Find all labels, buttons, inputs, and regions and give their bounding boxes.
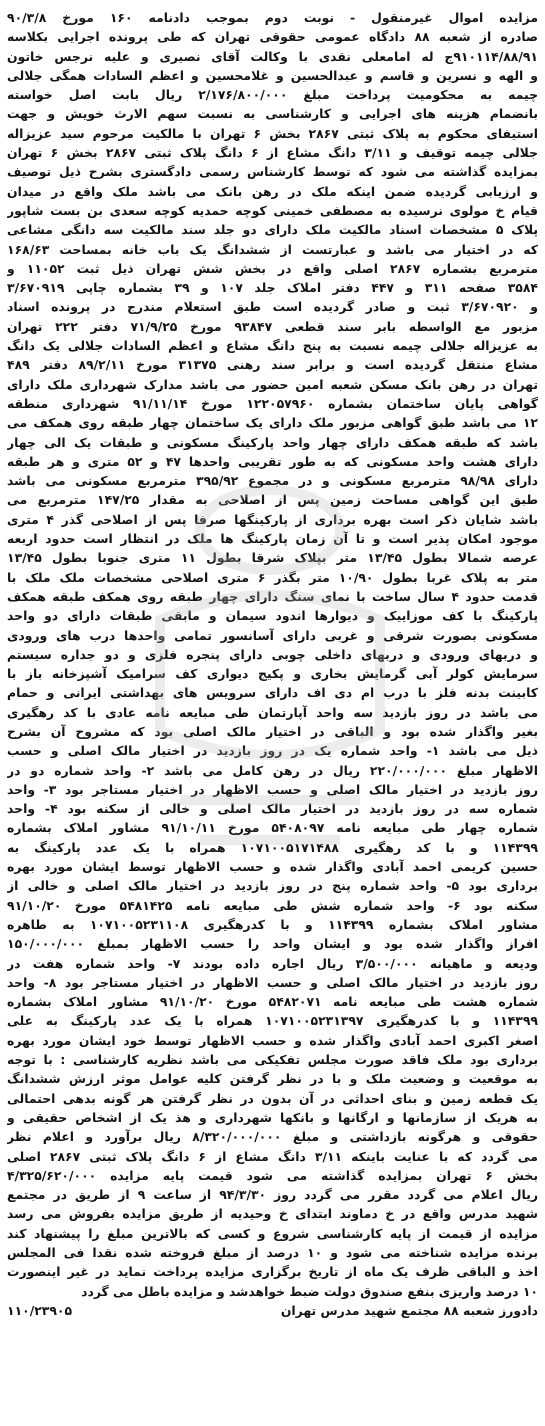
notice-line: ۱۰ درصد واریزی بنفع صندوق دولت ضبط خواهدشد و مزایده باطل می گردد xyxy=(81,1283,538,1299)
notice-line: ۱۱۴۳۹۹ و با کدرهگیری ۱۰۷۱۰۰۵۲۳۱۳۹۷ همراه با یک عدد پارکینگ به علی xyxy=(7,1013,538,1029)
notice-line: بانضمام هزینه های اجرایی و کارشناسی به نسبت سهم الارث خویش و جهت xyxy=(7,106,538,122)
notice-line: مزایده از قیمت از پایه کارشناسی شروع و کسی که بالاترین مبلغ را پیشنهاد کند xyxy=(7,1225,538,1241)
notice-line: پارکینگ با کف موزاییک و دیوارها اندود سیمان و مابقی طبقات دارای دو واحد xyxy=(7,608,538,624)
notice-line: که در اختیار می باشد و عبارتست از ششدانگ یک باب خانه بمساحت ۱۶۸/۶۳ xyxy=(7,241,538,257)
notice-line: برداری بود ملک فاقد صورت مجلس تفکیکی می باشد نظریه کارشناسی : با توجه xyxy=(7,1052,538,1068)
notice-line: باشد شایان ذکر است بهره برداری از پارکینگها صرفا پس از اصلاحی گذر ۴ متری xyxy=(7,511,538,527)
notice-line: شماره هشت طی مبایعه نامه ۵۴۸۲۰۷۱ مورخ ۹۱/۱۰/۲۰ مشاور املاک بشماره xyxy=(7,994,538,1010)
notice-line: طبق این گواهی مساحت زمین پس از اصلاحی به مقدار ۱۴۷/۲۵ مترمربع می xyxy=(7,492,538,508)
notice-line: روز بازدید در اختیار مالک اصلی و حسب الاظهار در اختیار مستاجر بود ۳- واحد xyxy=(7,781,538,797)
notice-line: بخش ۶ تهران بمزایده گذاشته می شود قیمت پایه مزایده ۴/۳۲۵/۶۲۰/۰۰۰ xyxy=(7,1167,538,1183)
notice-line: شماره چهار طی مبایعه نامه ۵۴۰۸۰۹۷ مورخ ۹۱/۱۰/۱۱ مشاور املاک بشماره xyxy=(7,820,538,836)
notice-line: برداری بود ۵- واحد شماره پنج در روز بازدید در اختیار مالک اصلی و خالی از xyxy=(7,878,538,894)
notice-line: یک قطعه زمین و بنای احداثی در آن بدون در نظر گرفتن هر گونه بدهی احتمالی xyxy=(7,1090,538,1106)
notice-line: پلاک ۵ مشخصات اسناد مالکیت ملک دارای دو جلد سند مالکیت سه دانگی مشاعی xyxy=(7,222,538,238)
notice-line: مترمربع بشماره ۲۸۶۷ اصلی واقع در بخش شش تهران ذیل ثبت ۱۱۰۵۲ و xyxy=(7,260,538,276)
notice-line: تهران در رهن بانک مسکن شعبه امین حضور می باشد مدارک شهرداری ملک دارای xyxy=(7,376,538,392)
notice-line: دارای هشت واحد مسکونی که به طور تقریبی واحدها ۴۷ و ۵۲ متری و هر طبقه xyxy=(7,453,538,469)
notice-signature: دادورز شعبه ۸۸ مجتمع شهید مدرس تهران xyxy=(280,1302,538,1318)
notice-footer xyxy=(7,1301,538,1320)
notice-line: شماره سه در روز بازدید در اختیار مالک اصلی و خالی از سکنه بود ۴- واحد xyxy=(7,801,538,817)
notice-line: به عزیزاله جلالی چیمه نسبت به پنج دانگ مشاع و اعظم السادات جلالی یک دانگ xyxy=(7,338,538,354)
notice-line: اخذ و الباقی ظرف یک ماه از تاریخ برگزاری مزایده پرداخت نماید در غیر اینصورت xyxy=(7,1264,538,1280)
notice-line: به موقعیت و وضعیت ملک و با در نظر گرفتن کلیه عوامل موثر ارزش ششدانگ xyxy=(7,1071,538,1087)
notice-line: گواهی پایان ساختمان بشماره ۱۲۲۰۵۷۹۶۰ مورخ ۹۱/۱۱/۱۴ شهرداری منطقه xyxy=(7,395,538,411)
notice-line: بغیر واگذار شده بود و الباقی در اختیار مالک اصلی بود که مشروح آن بشرح xyxy=(7,723,538,739)
notice-line: متر به پلاک غربا بطول ۱۰/۹۰ متر بگذر ۶ متری اصلاحی مشخصات ملک ملک با xyxy=(7,569,538,585)
notice-line: و ۳/۶۷۰۹۲۰ ثبت و صادر گردیده است طبق استعلام مندرج در پرونده اسناد xyxy=(7,299,538,315)
notice-line: و دربهای ورودی و دربهای داخلی چوبی دارای پنجره فلزی و دو جداره سیستم xyxy=(7,646,538,662)
notice-line: و الهه و نسرین و قاسم و عبدالحسین و غلامحسین و اعظم السادات همگی جلالی xyxy=(7,67,538,83)
notice-line: می گردد که با عنایت باینکه ۳/۱۱ دانگ مشاع از ۶ دانگ پلاک ثبتی ۲۸۶۷ اصلی xyxy=(7,1148,538,1164)
notice-line: صادره از شعبه ۸۸ دادگاه عمومی حقوقی تهران که طی پرونده اجرایی بکلاسه xyxy=(7,29,538,45)
notice-line: استیفای محکوم به پلاک ثبتی ۲۸۶۷ بخش ۶ تهران با مالکیت مرحوم سید عزیزاله xyxy=(7,125,538,141)
notice-line: بمزایده گذاشته می شود که توسط کارشناس رسمی دادگستری بشرح ذیل توصیف xyxy=(7,164,538,180)
notice-line: و ارزیابی گردیده ضمن اینکه ملک در رهن بانک می باشد ملک واقع در میدان xyxy=(7,183,538,199)
notice-line: جلالی چیمه توقیف و ۳/۱۱ دانگ مشاع از ۶ دانگ پلاک ثبتی ۲۸۶۷ بخش ۶ تهران xyxy=(7,145,538,161)
notice-line: مشاع منتقل گردیده است و برابر سند رهنی ۳۱۳۷۵ مورخ ۸۹/۲/۱۱ دفتر ۴۸۹ xyxy=(7,357,538,373)
notice-line: ذیل می باشد ۱- واحد شماره یک در روز بازدید در اختیار مالک اصلی و حسب xyxy=(7,743,538,759)
notice-line: ۹۱۰۱۱۴/۸۸/۹۱ج له امامعلی نقدی با وکالت آقای نصیری و علیه نرجس خاتون xyxy=(7,48,538,64)
notice-line: موجود امکان پذیر است و تا آن زمان پارکینگ ها ملک در انتظار است حدود اربعه xyxy=(7,531,538,547)
notice-line: می باشد در روز بازدید سه واحد آپارتمان طی مبایعه نامه عادی با کد رهگیری xyxy=(7,704,538,720)
notice-line: روز بازدید در اختیار مالک اصلی و حسب الاظهار در اختیار مستاجر بود ۸- واحد xyxy=(7,974,538,990)
notice-line: ۳۵۸۴ صفحه ۳۱۱ و ۴۴۷ دفتر املاک جلد ۱۰۷ و ۳۹ بشماره چاپی ۳/۶۷۰۹۱۹ xyxy=(7,280,538,296)
notice-line: حقوقی و هرگونه بازداشتی و مبلغ ۸/۳۲۰/۰۰۰/۰۰۰ ریال برآورد و اعلام نظر xyxy=(7,1129,538,1145)
notice-line: مزایده اموال غیرمنقول - نوبت دوم بموجب دادنامه ۱۶۰ مورخ ۹۰/۳/۸ xyxy=(7,10,538,25)
notice-line: ۱۱۴۳۹۹ و با کد رهگیری ۱۰۷۱۰۰۵۱۷۱۴۸۸ همراه با یک عدد پارکینگ به xyxy=(7,839,538,855)
notice-line: افراز واگذار شده بود و ایشان واحد را حسب الاظهار بمبلغ ۱۵۰/۰۰۰/۰۰۰ xyxy=(7,936,538,952)
notice-line: مسکونی بصورت شرقی و غربی دارای آسانسور تمامی واحدها درب های ورودی xyxy=(7,627,538,643)
notice-line: سرمایش کولر آبی گرمایش بخاری و پکیج دیواری کف سرامیک آشپزخانه باز با xyxy=(7,666,538,682)
notice-line: به هریک از سازمانها و ارگانها و بانکها شهرداری و هذ یک از اشخاص حقیقی و xyxy=(7,1109,538,1125)
notice-line: الاظهار مبلغ ۲۲۰/۰۰۰/۰۰۰ ریال در رهن کامل می باشد ۲- واحد شماره دو در xyxy=(7,762,538,778)
notice-line: باشد که طبقه همکف دارای چهار واحد پارکینگ مسکونی و طبقات یک الی چهار xyxy=(7,434,538,450)
notice-line: ۱۲ می باشد طبق گواهی مزبور ملک دارای یک ساختمان چهار طبقه روی همکف می xyxy=(7,415,538,431)
notice-line: مشاور املاک بشماره ۱۱۴۳۹۹ و با کدرهگیری ۱۰۷۱۰۰۵۲۳۱۱۰۸ به طاهره xyxy=(7,916,538,932)
notice-line: حسین کریمی احمد آبادی واگذار شده و حسب الاظهار توسط ایشان مورد بهره xyxy=(7,859,538,875)
notice-line: اصغر اکبری احمد آبادی واگذار شده و حسب الاظهار توسط خود ایشان مورد بهره xyxy=(7,1032,538,1048)
notice-line: برنده مزایده شناخته می شود و ۱۰ درصد از مبلغ فروخته شده نقدا فی المجلس xyxy=(7,1245,538,1260)
notice-line: قدمت حدود ۴ سال ساخت با نمای سنگ دارای چهار طبقه روی همکف طبقه همکف xyxy=(7,588,538,604)
notice-line: عرصه شمالا بطول ۱۳/۴۵ متر بپلاک شرقا بطول ۱۱ متری جنوبا بطول ۱۳/۴۵ xyxy=(7,550,538,566)
notice-line: قیام خ مولوی نرسیده به مصطفی خمینی کوچه حمدیه کوچه سعدی بن بست شاپور xyxy=(7,202,538,218)
notice-line: چیمه به محکومیت پرداخت مبلغ ۲/۱۷۶/۸۰۰/۰۰۰ ریال بابت اصل خواسته xyxy=(7,87,538,103)
reference-number: ۱۱۰/۲۳۹۰۵ xyxy=(7,1302,73,1318)
notice-line: سکنه بود ۶- واحد شماره شش طی مبایعه نامه ۵۴۸۱۴۲۵ مورخ ۹۱/۱۰/۲۰ xyxy=(7,897,538,913)
notice-line: ریال اعلام می گردد مقرر می گردد روز ۹۴/۳/۳۰ از ساعت ۹ از طریق در مجتمع xyxy=(7,1187,538,1203)
notice-line: مزبور مع الواسطه بابر سند قطعی ۹۳۸۴۷ مورخ ۷۱/۹/۲۵ دفتر ۲۲۲ تهران xyxy=(7,318,538,334)
notice-body xyxy=(7,8,538,1301)
notice-line: ودیعه و ماهیانه ۳/۵۰۰/۰۰۰ ریال اجاره داده بودند ۷- واحد شماره هفت در xyxy=(7,955,538,971)
notice-line: دارای ۹۸/۹۸ مترمربع مسکونی و در مجموع ۳۹۵/۹۲ مترمربع مسکونی می باشد xyxy=(7,473,538,489)
notice-line: کابینت بدنه فلز با درب ام دی اف دارای سرویس های بهداشتی ایرانی و حمام xyxy=(7,685,538,701)
notice-line: شهید مدرس واقع در خ دماوند ابتدای خ وحیدیه از طریق مزایده بفروش می رسد xyxy=(7,1206,538,1222)
